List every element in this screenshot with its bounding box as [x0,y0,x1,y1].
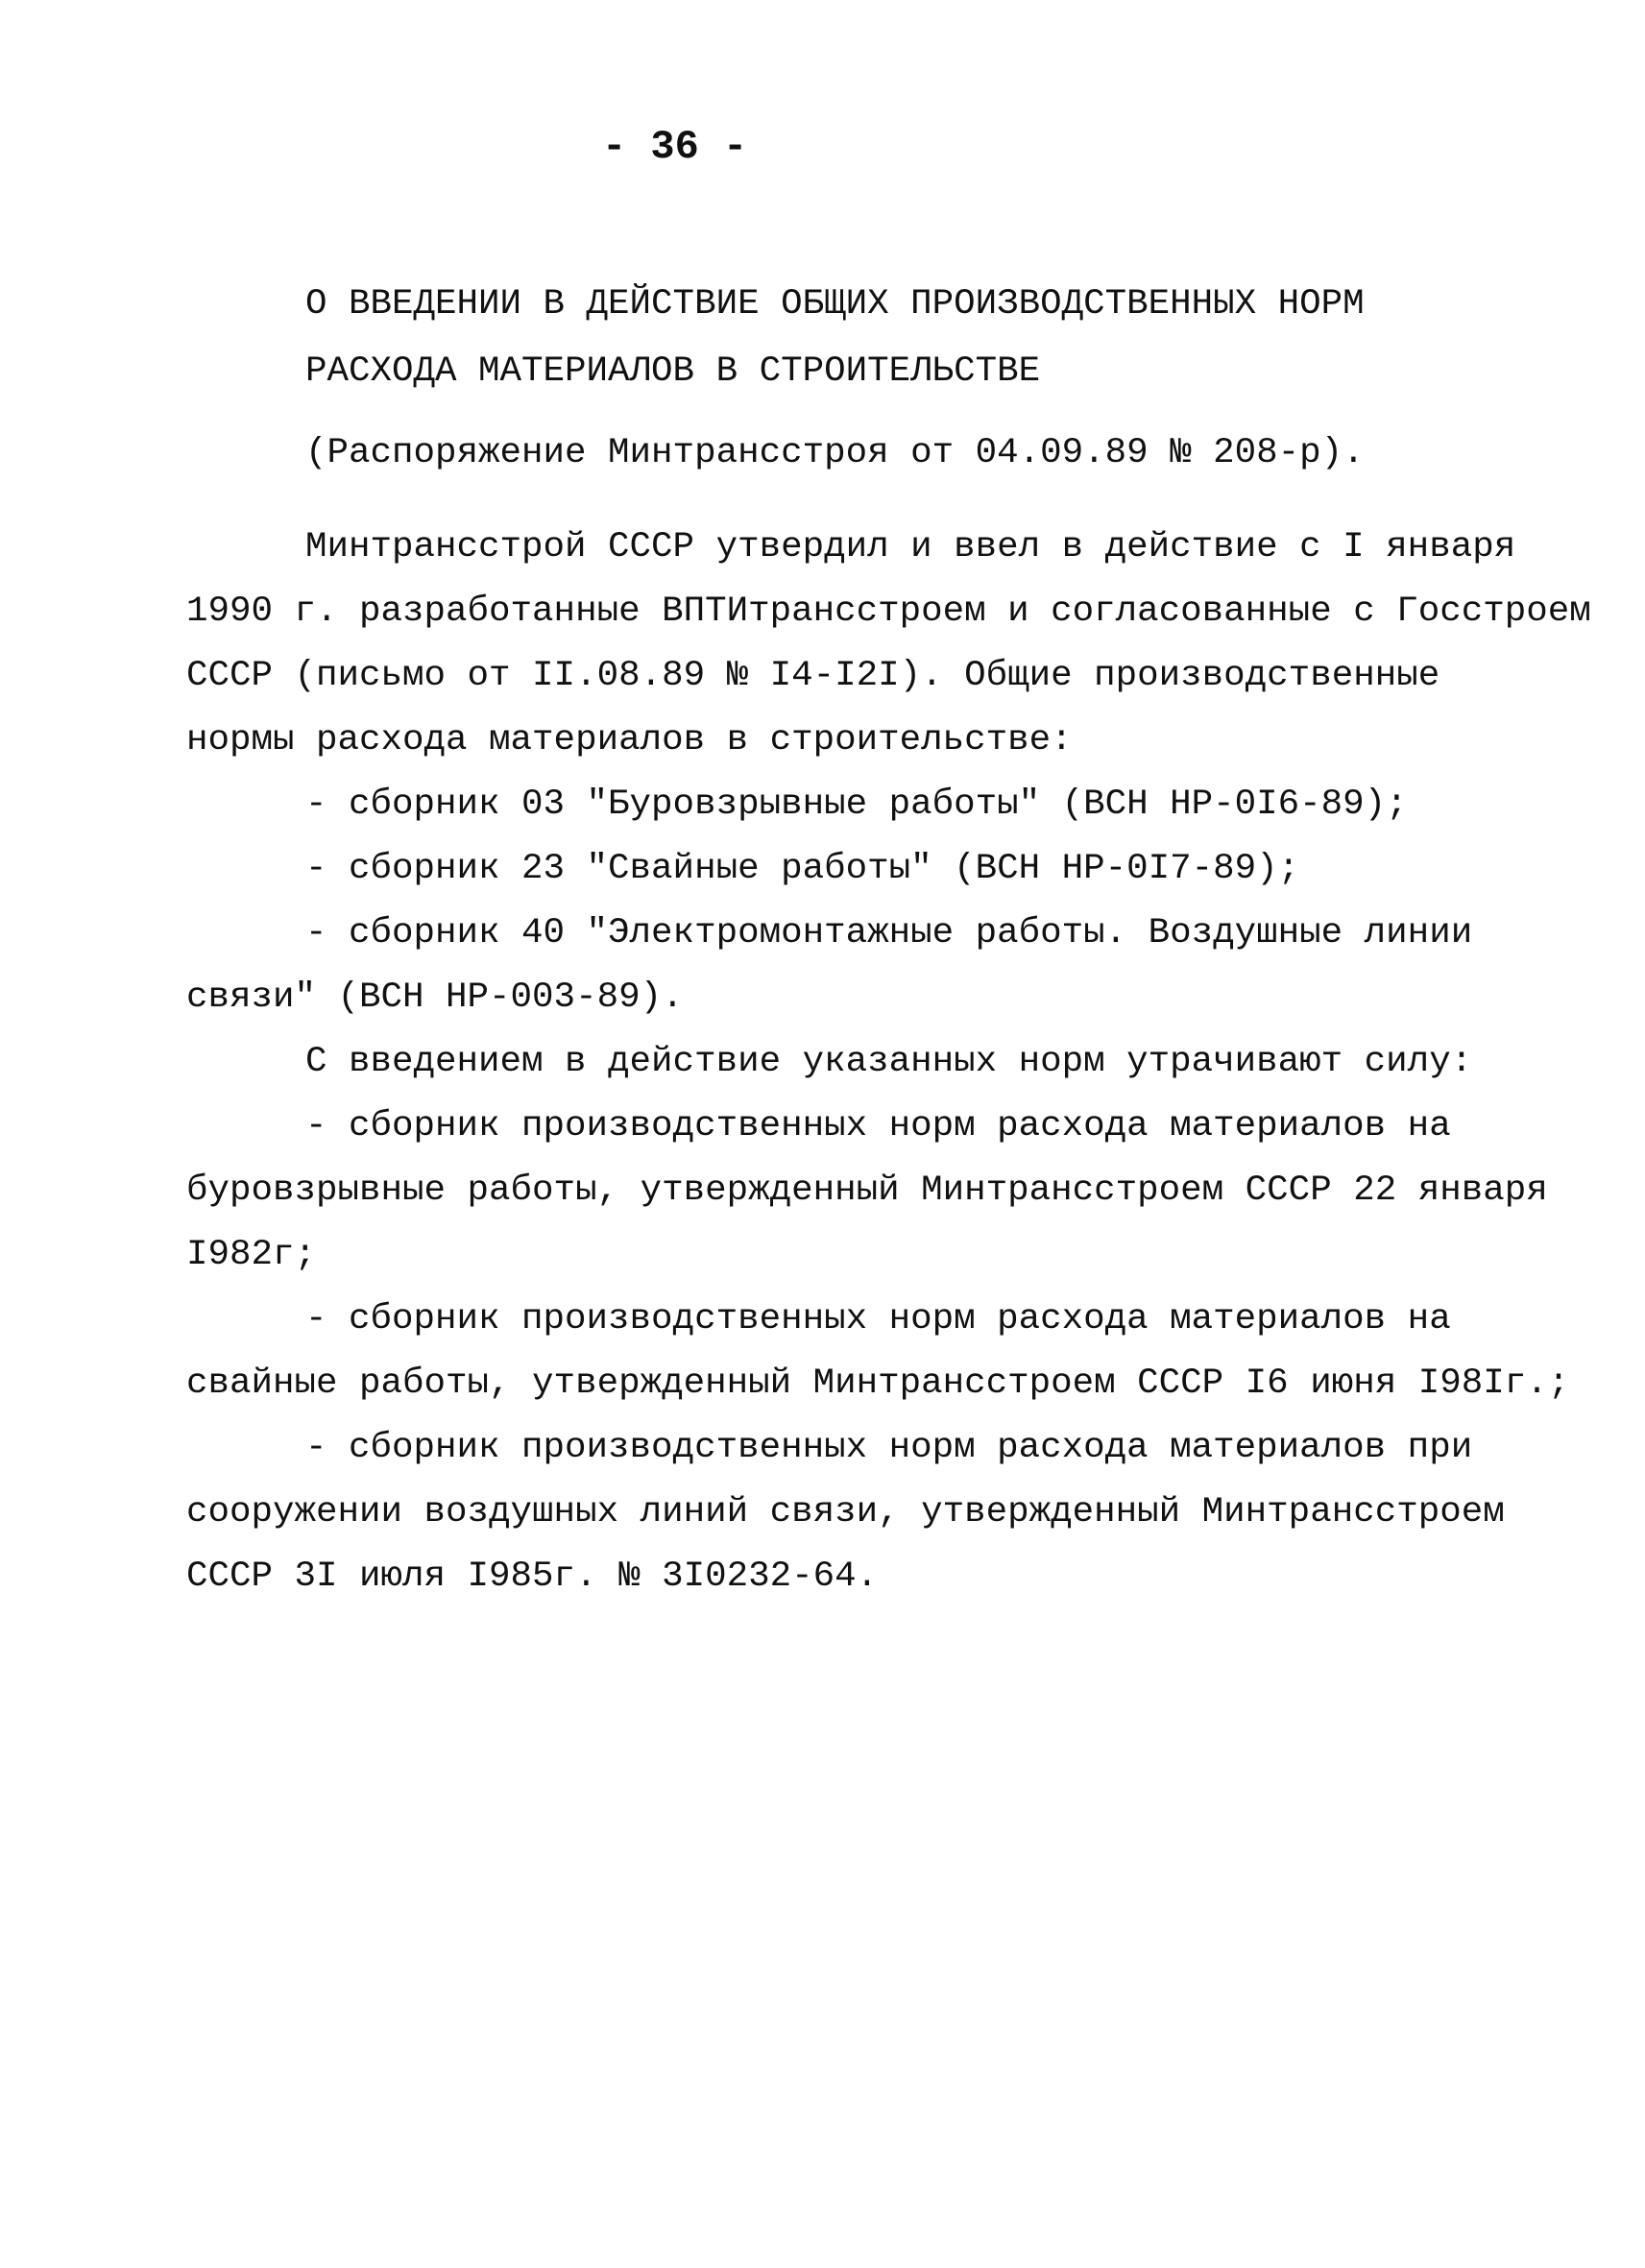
new-collection-03: - сборник 03 "Буровзрывные работы" (ВСН НР-0I6-89); [305,784,1408,825]
intro-line-2: 1990 г. разработанные ВПТИтрансстроем и согласованные с Госстроем [186,591,1591,632]
intro-line-4: нормы расхода материалов в строительстве: [186,720,1073,760]
void-collection-1-line-2: буровзрывные работы, утвержденный Минтрансстроем СССР 22 января [186,1170,1548,1211]
order-reference: (Распоряжение Минтрансстроя от 04.09.89 № 208-р). [305,433,1365,473]
title-line-1: О ВВЕДЕНИИ В ДЕЙСТВИЕ ОБЩИХ ПРОИЗВОДСТВЕННЫХ НОРМ [305,284,1365,325]
void-collection-1-line-1: - сборник производственных норм расхода материалов на [305,1106,1451,1146]
void-collection-3-line-1: - сборник производственных норм расхода материалов при [305,1428,1473,1468]
new-collection-40-cont: связи" (ВСН НР-003-89). [186,977,684,1018]
void-collection-2-line-1: - сборник производственных норм расхода материалов на [305,1299,1451,1339]
void-collection-1-line-3: I982г; [186,1235,317,1275]
intro-line-1: Минтрансстрой СССР утвердил и ввел в действие с I января [305,527,1516,567]
page-number: - 36 - [602,124,748,170]
intro-line-3: СССР (письмо от II.08.89 № I4-I2I). Общие производственные [186,656,1440,696]
void-collection-3-line-3: СССР 3I июля I985г. № 3I0232-64. [186,1556,879,1597]
title-line-2: РАСХОДА МАТЕРИАЛОВ В СТРОИТЕЛЬСТВЕ [305,351,1041,392]
void-collection-3-line-2: сооружении воздушных линий связи, утвержденный Минтрансстроем [186,1492,1505,1532]
new-collection-23: - сборник 23 "Свайные работы" (ВСН НР-0I7-89); [305,849,1300,889]
new-collection-40: - сборник 40 "Электромонтажные работы. Воздушные линии [305,913,1473,953]
void-intro: С введением в действие указанных норм утрачивают силу: [305,1042,1473,1082]
void-collection-2-line-2: свайные работы, утвержденный Минтрансстроем СССР I6 июня I98Iг.; [186,1363,1570,1404]
